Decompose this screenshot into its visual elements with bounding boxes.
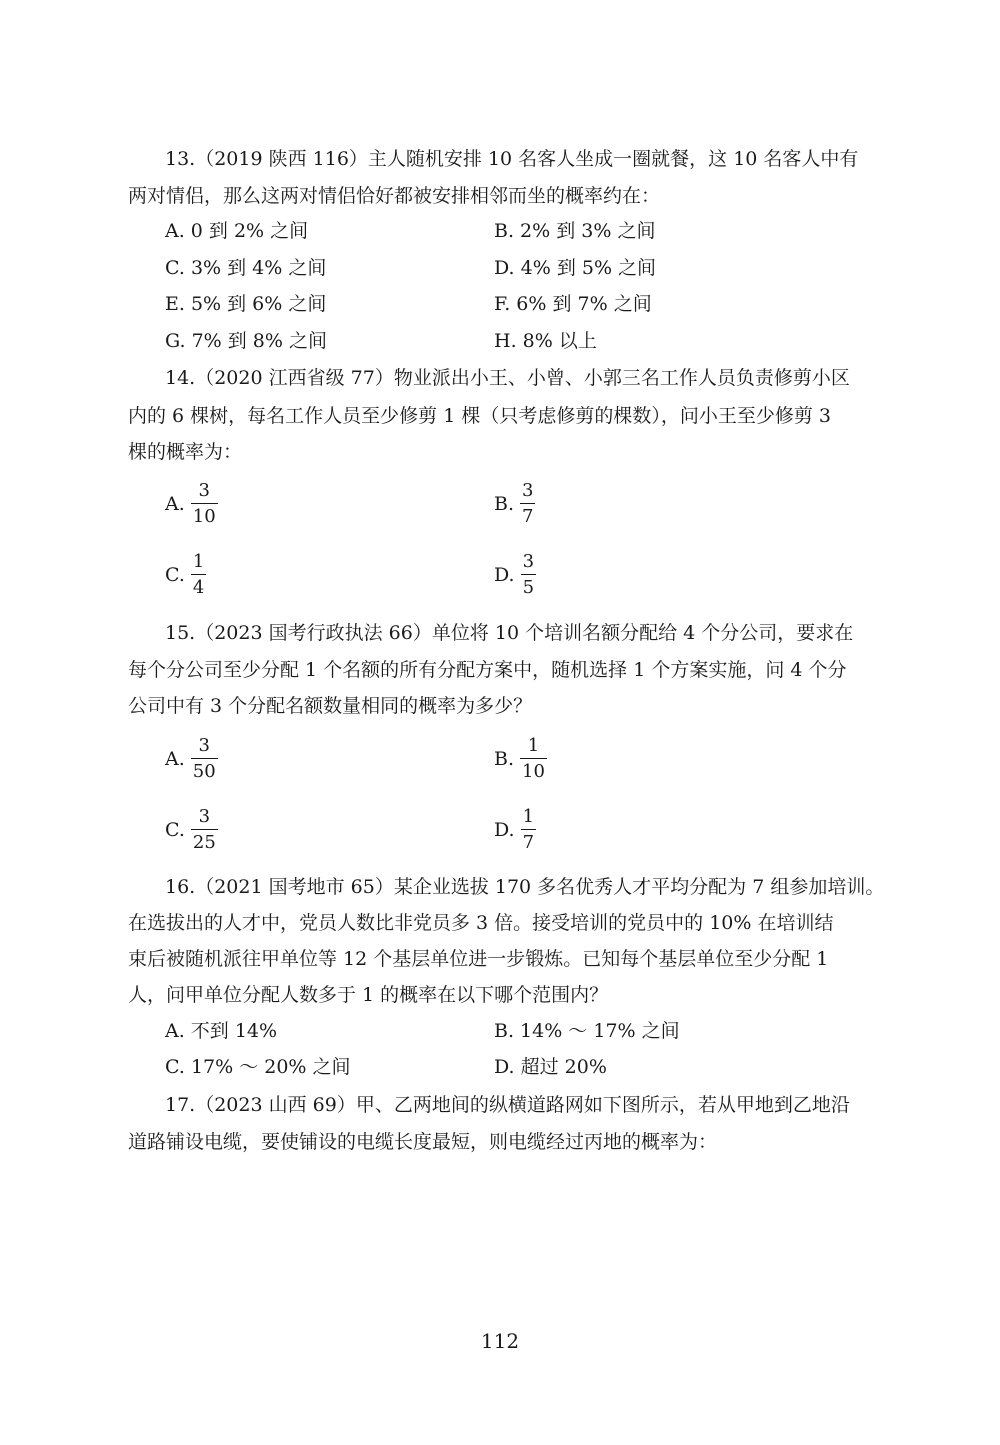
numerator: 1 bbox=[522, 806, 535, 827]
option-label: B. bbox=[494, 493, 515, 515]
option-label: B. bbox=[494, 748, 515, 770]
q13-option-f: F. 6% 到 7% 之间 bbox=[494, 293, 652, 315]
denominator: 7 bbox=[521, 829, 536, 852]
q14-option-b bbox=[494, 482, 535, 526]
option-label: C. bbox=[165, 564, 185, 586]
fraction bbox=[191, 737, 218, 781]
q13-option-g: G. 7% 到 8% 之间 bbox=[165, 330, 327, 352]
q15-option-a bbox=[165, 737, 218, 781]
q17-line-2: 道路铺设电缆，要使铺设的电缆长度最短，则电缆经过丙地的概率为： bbox=[128, 1131, 718, 1153]
fraction bbox=[521, 553, 536, 597]
q15-option-b bbox=[494, 737, 547, 781]
q17-line-1: 17.（2023 山西 69）甲、乙两地间的纵横道路网如下图所示，若从甲地到乙地沿 bbox=[165, 1094, 850, 1116]
q14-option-c bbox=[165, 553, 206, 597]
q16-option-b: B. 14% ～ 17% 之间 bbox=[494, 1020, 680, 1042]
q13-option-a: A. 0 到 2% 之间 bbox=[165, 220, 309, 242]
q13-option-e: E. 5% 到 6% 之间 bbox=[165, 293, 327, 315]
q15-line-2: 每个分公司至少分配 1 个名额的所有分配方案中，随机选择 1 个方案实施，问 4 个分 bbox=[128, 659, 847, 681]
q13-option-b: B. 2% 到 3% 之间 bbox=[494, 220, 656, 242]
q16-line-3: 束后被随机派往甲单位等 12 个基层单位进一步锻炼。已知每个基层单位至少分配 1 bbox=[128, 948, 829, 970]
q14-line-3: 棵的概率为： bbox=[128, 441, 243, 463]
q13-line-1: 13.（2019 陕西 116）主人随机安排 10 名客人坐成一圈就餐，这 10 名客人中有 bbox=[165, 148, 859, 170]
option-label: C. bbox=[165, 819, 185, 841]
q16-line-2: 在选拔出的人才中，党员人数比非党员多 3 倍。接受培训的党员中的 10% 在培训结 bbox=[128, 912, 834, 934]
numerator: 3 bbox=[198, 480, 210, 501]
fraction bbox=[191, 482, 218, 526]
q15-line-1: 15.（2023 国考行政执法 66）单位将 10 个培训名额分配给 4 个分公司，要求在 bbox=[165, 622, 854, 644]
numerator: 1 bbox=[527, 735, 540, 756]
option-label: A. bbox=[165, 493, 185, 515]
q13-line-2: 两对情侣，那么这两对情侣恰好都被安排相邻而坐的概率约在： bbox=[128, 185, 661, 207]
numerator: 3 bbox=[198, 806, 211, 827]
q13-option-c: C. 3% 到 4% 之间 bbox=[165, 257, 327, 279]
q15-line-3: 公司中有 3 个分配名额数量相同的概率为多少？ bbox=[128, 695, 533, 717]
q15-option-c bbox=[165, 808, 218, 852]
denominator: 25 bbox=[191, 829, 218, 852]
numerator: 3 bbox=[522, 480, 534, 501]
q15-option-d bbox=[494, 808, 536, 852]
denominator: 10 bbox=[191, 503, 218, 526]
option-label: A. bbox=[165, 748, 185, 770]
numerator: 3 bbox=[198, 735, 210, 756]
q16-line-1: 16.（2021 国考地市 65）某企业选拔 170 多名优秀人才平均分配为 7 组参加培训。 bbox=[165, 876, 885, 898]
q16-option-a: A. 不到 14% bbox=[165, 1020, 278, 1042]
q14-option-a bbox=[165, 482, 218, 526]
fraction bbox=[520, 737, 547, 781]
page-number: 112 bbox=[480, 1329, 520, 1353]
fraction bbox=[191, 808, 218, 852]
option-label: D. bbox=[494, 819, 515, 841]
q16-line-4: 人，问甲单位分配人数多于 1 的概率在以下哪个范围内？ bbox=[128, 984, 609, 1006]
q14-option-d bbox=[494, 553, 536, 597]
denominator: 4 bbox=[191, 574, 206, 597]
q16-option-c: C. 17% ～ 20% 之间 bbox=[165, 1056, 351, 1078]
q13-option-h: H. 8% 以上 bbox=[494, 330, 597, 352]
q14-line-1: 14.（2020 江西省级 77）物业派出小王、小曾、小郭三名工作人员负责修剪小区 bbox=[165, 367, 850, 389]
denominator: 10 bbox=[520, 758, 547, 781]
option-label: D. bbox=[494, 564, 515, 586]
numerator: 1 bbox=[192, 551, 205, 572]
q16-option-d: D. 超过 20% bbox=[494, 1056, 607, 1078]
denominator: 5 bbox=[521, 574, 536, 597]
q13-option-d: D. 4% 到 5% 之间 bbox=[494, 257, 657, 279]
fraction bbox=[191, 553, 206, 597]
fraction bbox=[520, 482, 535, 526]
denominator: 7 bbox=[520, 503, 535, 526]
fraction bbox=[521, 808, 536, 852]
numerator: 3 bbox=[522, 551, 535, 572]
q14-line-2: 内的 6 棵树，每名工作人员至少修剪 1 棵（只考虑修剪的棵数），问小王至少修剪 3 bbox=[128, 405, 831, 427]
denominator: 50 bbox=[191, 758, 218, 781]
